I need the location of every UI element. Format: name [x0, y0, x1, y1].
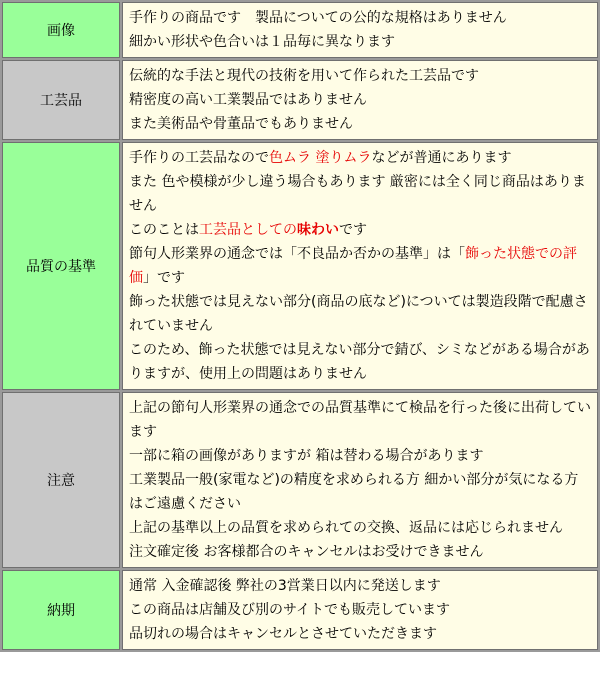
text-segment: などが普通にあります: [371, 150, 512, 166]
text-segment: このため、飾った状態では見えない部分で錆び、シミなどがある場合がありますが、使用上の問題はありません: [129, 342, 590, 382]
row-label: 品質の基準: [2, 142, 120, 390]
content-line: [129, 396, 591, 444]
content-line: [129, 338, 591, 386]
highlight-text: 工芸品としての: [199, 222, 297, 238]
content-line: [129, 622, 591, 646]
info-table-body: [2, 2, 598, 650]
info-row-notice: [2, 392, 598, 568]
content-line: [129, 540, 591, 564]
text-segment: です: [339, 222, 367, 238]
text-segment: 節句人形業界の通念では「不良品か否かの基準」は「: [129, 246, 465, 262]
info-row-delivery: [2, 570, 598, 650]
text-segment: 細かい形状や色合いは１品毎に異なります: [129, 34, 395, 50]
row-label: 納期: [2, 570, 120, 650]
row-content: [122, 60, 598, 140]
text-segment: 上記の基準以上の品質を求められての交換、返品には応じられません: [129, 520, 563, 536]
content-line: [129, 218, 591, 242]
content-line: [129, 170, 591, 218]
content-line: [129, 146, 591, 170]
content-line: [129, 6, 591, 30]
content-line: [129, 468, 591, 516]
text-segment: 一部に箱の画像がありますが 箱は替わる場合があります: [129, 448, 484, 464]
text-segment: また 色や模様が少し違う場合もあります 厳密には全く同じ商品はありません: [129, 174, 586, 214]
content-line: [129, 516, 591, 540]
row-content: [122, 392, 598, 568]
text-segment: 」です: [143, 270, 185, 286]
highlight-text: 色ムラ 塗りムラ: [269, 150, 372, 166]
text-segment: 上記の節句人形業界の通念での品質基準にて検品を行った後に出荷しています: [129, 400, 591, 440]
text-segment: 手作りの工芸品なので: [129, 150, 269, 166]
content-line: [129, 598, 591, 622]
row-label: 注意: [2, 392, 120, 568]
text-segment: また美術品や骨董品でもありません: [129, 116, 353, 132]
text-segment: 手作りの商品です 製品についての公的な規格はありません: [129, 10, 507, 26]
row-content: [122, 2, 598, 58]
row-label: 工芸品: [2, 60, 120, 140]
content-line: [129, 112, 591, 136]
text-segment: 品切れの場合はキャンセルとさせていただきます: [129, 626, 437, 642]
text-segment: 注文確定後 お客様都合のキャンセルはお受けできません: [129, 544, 484, 560]
text-segment: 精密度の高い工業製品ではありません: [129, 92, 367, 108]
content-line: [129, 88, 591, 112]
text-segment: この商品は店舗及び別のサイトでも販売しています: [129, 602, 451, 618]
content-line: [129, 30, 591, 54]
row-content: [122, 570, 598, 650]
info-row-image: [2, 2, 598, 58]
highlight-text: 飾った状態での評価: [129, 246, 577, 286]
content-line: [129, 290, 591, 338]
row-content: [122, 142, 598, 390]
row-label: 画像: [2, 2, 120, 58]
text-segment: このことは: [129, 222, 199, 238]
info-row-craft: [2, 60, 598, 140]
text-segment: 飾った状態では見えない部分(商品の底など)については製造段階で配慮されていません: [129, 294, 588, 334]
text-segment: 通常 入金確認後 弊社の3営業日以内に発送します: [129, 578, 441, 594]
text-segment: 伝統的な手法と現代の技術を用いて作られた工芸品です: [129, 68, 479, 84]
info-row-quality-standard: [2, 142, 598, 390]
content-line: [129, 444, 591, 468]
text-segment: 工業製品一般(家電など)の精度を求められる方 細かい部分が気になる方はご遠慮ください: [129, 472, 579, 512]
content-line: [129, 574, 591, 598]
content-line: [129, 242, 591, 290]
content-line: [129, 64, 591, 88]
highlight-text: 味わい: [297, 222, 339, 238]
